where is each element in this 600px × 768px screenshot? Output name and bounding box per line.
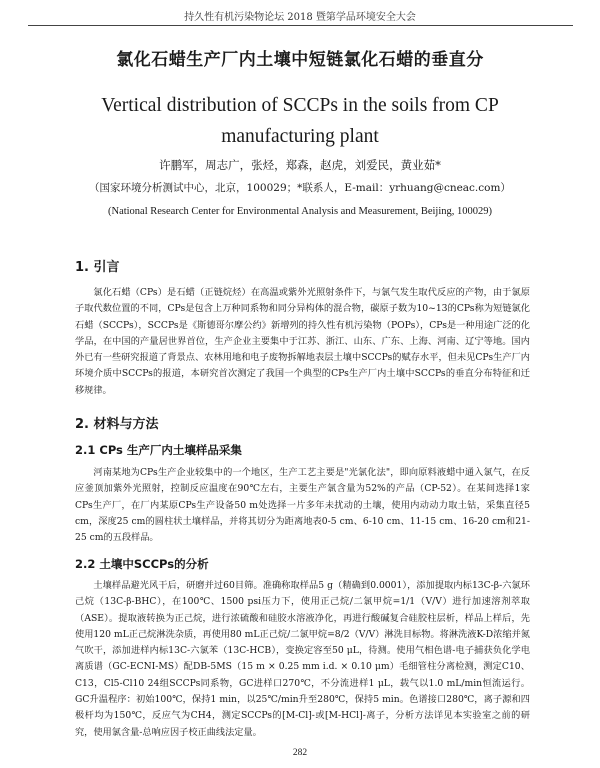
header-rule	[28, 25, 573, 26]
page-number: 282	[292, 748, 308, 758]
affiliation-english: (National Research Center for Environmental Analysis and Measurement, Beijing, 100029)	[107, 206, 493, 217]
title-chinese: 氯化石蜡生产厂内土壤中短链氯化石蜡的垂直分	[116, 50, 484, 70]
affiliation-chinese: （国家环境分析测试中心，北京，100029；*联系人，E-mail：yrhuang@cneac.com）	[89, 182, 511, 194]
introduction-paragraph: 氯化石蜡（CPs）是石蜡（正链烷烃）在高温或紫外光照射条件下，与氯气发生取代反应的产物，由于氯原子取代数位置的不同，CPs是包含上万种同系物和同分异构体的混合物，碳原子数为10~13的CPs称为短链氯化石蜡（SCCPs），SCCPs是《斯德哥尔摩公约》新增列的持久性有机污染物（POPs），CPs是一种用途广泛的化学品，在中国的产量居世界首位，生产企业主要集中于江苏、浙江、山东、广东、上海、河南、辽宁等地。国内外已有一些研究报道了背景点、农林用地和电子废物拆解地表层土壤中SCCPs的赋存水平，但未见CPs生产厂内环境介质中SCCPs的报道，本研究首次测定了我国一个典型的CPs生产厂内土壤中SCCPs的垂直分布特征和迁移规律。	[75, 287, 530, 396]
title-english-line-1: Vertical distribution of SCCPs in the soils from CP	[101, 95, 499, 116]
title-english	[60, 90, 540, 152]
title-english-line-2: manufacturing plant	[221, 126, 379, 147]
section-heading-introduction: 1. 引言	[75, 260, 120, 275]
author-list: 许鹏军，周志广，张烃，郑森，赵虎，刘爱民，黄业茹*	[159, 158, 441, 172]
sampling-paragraph: 河南某地为CPs生产企业较集中的一个地区，生产工艺主要是"光氯化法"，即向原料液蜡中通入氯气，在反应釜顶加紫外光照射，控制反应温度在90℃左右，主要生产氯含量为52%的产品（CP-52）。在某间选择1家CPs生产厂，在厂内某原CPs生产设备50 m处选择一片多年未扰动的土壤，使用内动动力取土钻，采集直径5 cm，深度25 cm的圆柱状土壤样品，并将其切分为距离地表0-5 cm、6-10 cm、11-15 cm、16-20 cm和21-25 cm的五段样品。	[75, 467, 530, 544]
running-head: 持久性有机污染物论坛 2018 暨第学品环境安全大会	[184, 12, 416, 23]
analysis-paragraph: 土壤样品避光风干后，研磨并过60目筛。准确称取样品5 g（精确到0.0001），添加提取内标13C-β-六氯环己烷（13C-β-BHC），在100℃、1500 psi压力下，使用正己烷/二氯甲烷=1/1（V/V）进行加速溶剂萃取（ASE）。提取液转换为正己烷，进行浓硫酸和硅胶水溶液净化，再进行酸碱复合硅胶柱层析，样品上样后，先使用120 mL正己烷淋洗杂质，再使用80 mL正己烷/二氯甲烷=8/2（V/V）淋洗目标物。将淋洗液K-D浓缩并氮气吹干，添加进样内标13C-六氯苯（13C-HCB），变换定容至50 μL，待测。使用气相色谱-电子捕获负化学电离质谱（GC-ECNI-MS）配DB-5MS（15 m × 0.25 mm i.d. × 0.10 μm）毛细管柱分离检测，测定C10、C13，Cl5-Cl10 24组SCCPs同系物，GC进样口270℃，不分流进样1 μL，载气以1.0 mL/min恒流运行。GC升温程序：初始100℃，保持1 min，以25℃/min升至280℃，保持5 min。色谱接口280℃，离子源和四极杆均为150℃，反应气为CH4，测定SCCPs的[M-Cl]-或[M-HCl]-离子，分析方法详见本实验室之前的研究，使用氯含量-总响应因子校正曲线法定量。	[75, 580, 530, 738]
subsection-heading-analysis: 2.2 土壤中SCCPs的分析	[75, 557, 209, 571]
subsection-heading-sampling: 2.1 CPs 生产厂内土壤样品采集	[75, 443, 242, 457]
section-heading-materials-methods: 2. 材料与方法	[75, 417, 159, 432]
